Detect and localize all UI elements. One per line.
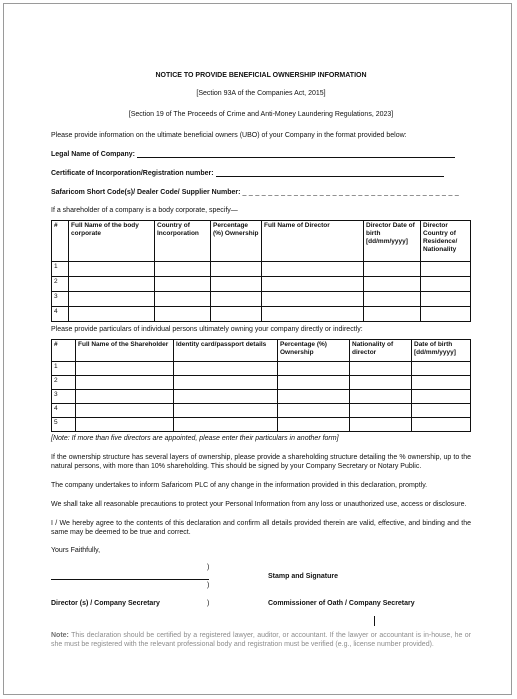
table-row [52, 307, 471, 322]
table-cell[interactable] [76, 362, 174, 376]
table-cell[interactable] [174, 418, 278, 432]
row-number: 2 [52, 376, 76, 390]
table-cell[interactable] [262, 307, 364, 322]
table-cell[interactable] [421, 307, 471, 322]
paren-mark: ) [207, 564, 210, 571]
row-number: 3 [52, 390, 76, 404]
header-cell: Director Date of birth [dd/mm/yyyy] [364, 221, 421, 262]
table-cell[interactable] [174, 390, 278, 404]
undertaking-paragraph: The company undertakes to inform Safaricom PLC of any change in the information provided in this declaration, promptly. [51, 482, 428, 489]
table-row [52, 277, 471, 292]
legal-name-underline[interactable] [137, 150, 455, 158]
table-cell[interactable] [421, 277, 471, 292]
table-cell[interactable] [211, 277, 262, 292]
table-cell[interactable] [278, 390, 350, 404]
table-cell[interactable] [412, 418, 471, 432]
table-cell[interactable] [76, 376, 174, 390]
table-cell[interactable] [174, 362, 278, 376]
document-content [51, 68, 471, 649]
table-cell[interactable] [421, 292, 471, 307]
table-cell[interactable] [350, 376, 412, 390]
table-row [52, 418, 471, 432]
table-cell[interactable] [278, 404, 350, 418]
table-cell[interactable] [364, 292, 421, 307]
intro-text: Please provide information on the ultimate beneficial owners (UBO) of your Company in the format provided below: [51, 132, 407, 139]
table-cell[interactable] [69, 277, 155, 292]
legal-name-label: Legal Name of Company: [51, 151, 136, 158]
director-label: Director (s) / Company Secretary [51, 600, 160, 607]
table-cell[interactable] [412, 362, 471, 376]
certificate-field[interactable] [51, 169, 471, 178]
certificate-underline[interactable] [216, 169, 444, 177]
table-cell[interactable] [350, 362, 412, 376]
table-cell[interactable] [278, 362, 350, 376]
table-header-row [52, 221, 471, 262]
table-cell[interactable] [155, 277, 211, 292]
header-cell: Full Name of Director [262, 221, 364, 262]
table-row [52, 404, 471, 418]
table-cell[interactable] [278, 418, 350, 432]
subtitle-companies-act: [Section 93A of the Companies Act, 2015] [196, 90, 326, 97]
header-cell: Percentage (%) Ownership [211, 221, 262, 262]
table-cell[interactable] [69, 292, 155, 307]
table-cell[interactable] [211, 307, 262, 322]
table-cell[interactable] [262, 292, 364, 307]
table-cell[interactable] [69, 307, 155, 322]
yours-faithfully: Yours Faithfully, [51, 547, 101, 554]
header-cell: Identity card/passport details [174, 340, 278, 362]
header-cell: Percentage (%) Ownership [278, 340, 350, 362]
row-number: 2 [52, 277, 69, 292]
row-number: 4 [52, 307, 69, 322]
table-cell[interactable] [211, 262, 262, 277]
table-cell[interactable] [155, 307, 211, 322]
note-label: Note: [51, 632, 69, 639]
table-cell[interactable] [76, 418, 174, 432]
table-row [52, 262, 471, 277]
table-cell[interactable] [350, 418, 412, 432]
agreement-paragraph: I / We hereby agree to the contents of this declaration and confirm all details provided therein are valid, effective, and binding and the same may be deemed to be true and correct. [51, 520, 471, 536]
subtitle-aml-regulations: [Section 19 of The Proceeds of Crime and Anti-Money Laundering Regulations, 2023] [128, 111, 394, 118]
header-cell: Full Name of the body corporate [69, 221, 155, 262]
table-cell[interactable] [155, 292, 211, 307]
signature-area [51, 559, 471, 619]
precautions-paragraph: We shall take all reasonable precautions to protect your Personal Information from any loss or unauthorized use, access or disclosure. [51, 501, 467, 508]
table-cell[interactable] [69, 262, 155, 277]
header-cell: # [52, 221, 69, 262]
header-cell: # [52, 340, 76, 362]
table-cell[interactable] [76, 390, 174, 404]
table-row [52, 376, 471, 390]
commissioner-label: Commissioner of Oath / Company Secretary [268, 600, 415, 607]
table-cell[interactable] [155, 262, 211, 277]
short-code-label: Safaricom Short Code(s)/ Dealer Code/ Supplier Number: [51, 189, 241, 196]
certification-note [51, 631, 471, 649]
table-row [52, 390, 471, 404]
document-title: NOTICE TO PROVIDE BENEFICIAL OWNERSHIP INFORMATION [155, 72, 367, 79]
paren-mark: ) [207, 600, 210, 607]
header-cell: Director Country of Residence/ Nationality [421, 221, 471, 262]
table-cell[interactable] [412, 390, 471, 404]
individual-owners-table [51, 339, 471, 432]
header-cell: Country of Incorporation [155, 221, 211, 262]
stamp-signature-label: Stamp and Signature [268, 573, 339, 580]
table-cell[interactable] [211, 292, 262, 307]
header-cell: Full Name of the Shareholder [76, 340, 174, 362]
note-text: This declaration should be certified by a registered lawyer, auditor, or accountant. If the lawyer or accountant is in-house, he or she must be registered with the relevant professional body and registration must be verified (e.g., license number provided). [51, 632, 471, 648]
table-cell[interactable] [76, 404, 174, 418]
table-cell[interactable] [364, 262, 421, 277]
header-cell: Date of birth [dd/mm/yyyy] [412, 340, 471, 362]
table-cell[interactable] [364, 277, 421, 292]
ownership-structure-paragraph: If the ownership structure has several layers of ownership, please provide a shareholding structure detailing the % ownership, up to the natural persons, with more than 10% shareholding. This should be signed by your Company Secretary or Notary Public. [51, 454, 471, 470]
table-cell[interactable] [262, 277, 364, 292]
table-cell[interactable] [262, 262, 364, 277]
document-page [3, 3, 512, 695]
table-cell[interactable] [421, 262, 471, 277]
header-cell: Nationality of director [350, 340, 412, 362]
paren-mark: ) [207, 582, 210, 589]
table-cell[interactable] [412, 404, 471, 418]
row-number: 4 [52, 404, 76, 418]
directors-note: [Note: If more than five directors are appointed, please enter their particulars in another form] [51, 435, 339, 442]
individuals-intro-text: Please provide particulars of individual persons ultimately owning your company directly or indirectly: [51, 326, 363, 333]
table-cell[interactable] [364, 307, 421, 322]
table-header-row [52, 340, 471, 362]
table-cell[interactable] [412, 376, 471, 390]
table-cell[interactable] [350, 390, 412, 404]
table-row [52, 362, 471, 376]
table-cell[interactable] [350, 404, 412, 418]
table-cell[interactable] [174, 376, 278, 390]
table-row [52, 292, 471, 307]
short-code-field[interactable] [51, 188, 471, 197]
text-cursor-icon [374, 616, 375, 626]
certificate-label: Certificate of Incorporation/Registration number: [51, 170, 214, 177]
row-number: 3 [52, 292, 69, 307]
short-code-dashes[interactable]: _ _ _ _ _ _ _ _ _ _ _ _ _ _ _ _ _ _ _ _ _ _ _ _ _ _ _ _ _ _ _ _ _ _ [242, 189, 460, 196]
row-number: 1 [52, 362, 76, 376]
corporate-shareholders-table [51, 220, 471, 322]
director-signature-line[interactable] [51, 579, 209, 580]
row-number: 1 [52, 262, 69, 277]
if-shareholder-text: If a shareholder of a company is a body corporate, specify— [51, 207, 238, 214]
table-cell[interactable] [278, 376, 350, 390]
table-cell[interactable] [174, 404, 278, 418]
legal-name-field[interactable] [51, 150, 471, 159]
row-number: 5 [52, 418, 76, 432]
